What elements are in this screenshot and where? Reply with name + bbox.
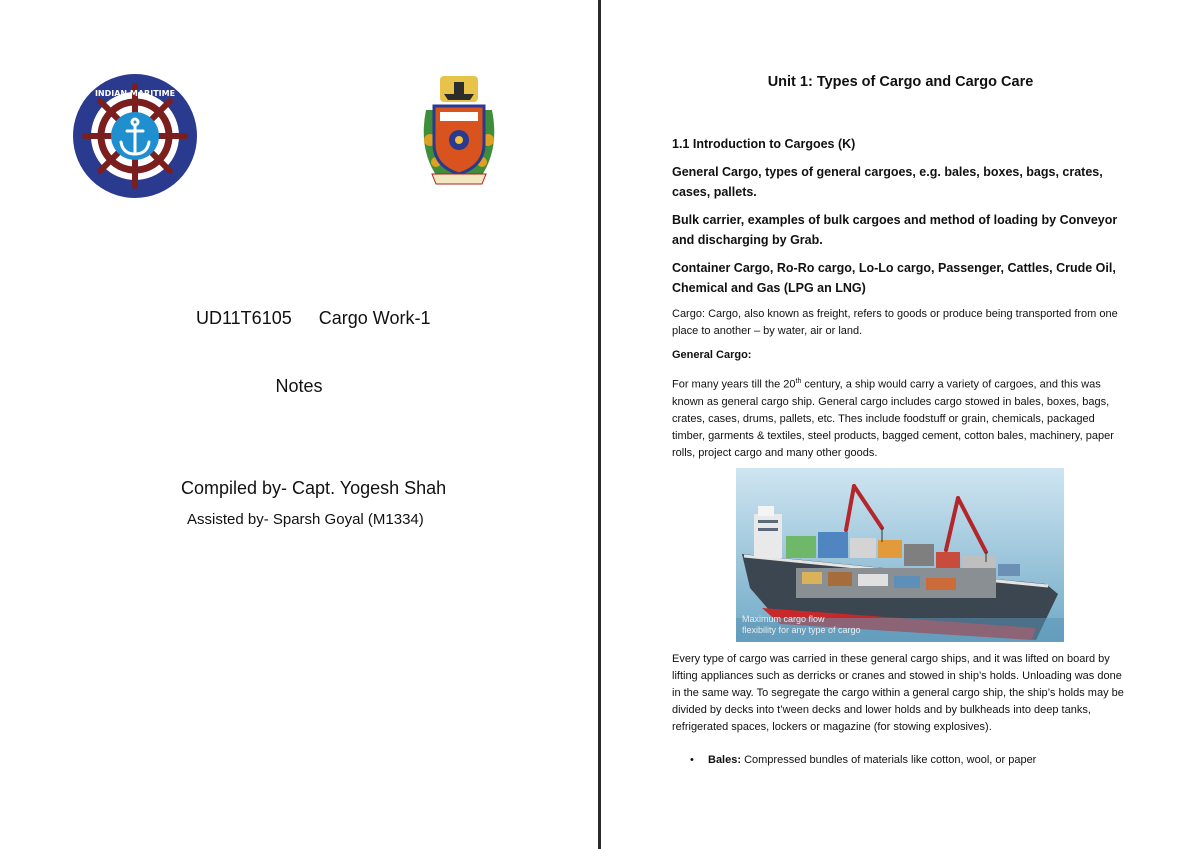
bullet-bales [690, 752, 1036, 769]
section-heading: 1.1 Introduction to Cargoes (K) [672, 137, 856, 151]
unit-title: Unit 1: Types of Cargo and Cargo Care [767, 74, 1034, 90]
cargo-ship-image [736, 468, 1064, 642]
training-ship-crest-logo [418, 70, 500, 190]
bullet-term: Bales: [708, 754, 742, 766]
general-cargo-heading: General Cargo: [672, 349, 752, 361]
indian-maritime-university-logo [71, 72, 199, 200]
every-type-paragraph: Every type of cargo was carried in these general cargo ships, and it was lifted on board by lifting appliances such as derricks or cranes and stowed in ship’s holds. Unloading was done in the same way. To segregate the cargo within a general cargo ship, the ship’s holds may be divided by decks into t’ween decks and lower holds and by bulkheads into deep tanks, refrigerated spaces, lockers or magazine (for stowing explosives). [672, 653, 1124, 733]
course-code: UD11T6105 [196, 308, 292, 328]
compiled-by: Compiled by- Capt. Yogesh Shah [181, 478, 447, 498]
bullet-dot-icon: • [690, 754, 694, 766]
course-title-line [196, 308, 430, 329]
general-cargo-paragraph: For many years till the 20th century, a ship would carry a variety of cargoes, and this was known as general cargo ship. General cargo includes cargo stowed in bales, boxes, bags, crates, cases, drums, pallets, etc. Thes include foodstuff or grain, chemicals, packaged timber, garments & textiles, steel products, bagged cement, cotton bales, machinery, paper rolls, project cargo and many other goods. [672, 378, 1114, 459]
topic-bulk-carrier: Bulk carrier, examples of bulk cargoes and method of loading by Conveyor and discharging by Grab. [672, 213, 1118, 247]
cargo-definition: Cargo: Cargo, also known as freight, refers to goods or produce being transported from one place to another – by water, air or land. [672, 308, 1118, 337]
notes-label: Notes [275, 376, 323, 396]
course-name: Cargo Work-1 [318, 308, 431, 328]
left-page [0, 0, 598, 849]
figure-caption: Maximum cargo flow flexibility for any type of cargo [742, 614, 861, 635]
topic-container-cargo: Container Cargo, Ro-Ro cargo, Lo-Lo cargo, Passenger, Cattles, Crude Oil, Chemical and Gas (LPG an LNG) [672, 261, 1116, 295]
topic-general-cargo: General Cargo, types of general cargoes, e.g. bales, boxes, bags, crates, cases, pallets. [672, 165, 1103, 199]
assisted-by: Assisted by- Sparsh Goyal (M1334) [187, 511, 424, 528]
bullet-text: Compressed bundles of materials like cotton, wool, or paper [741, 754, 1037, 766]
svg-text:INDIAN MARITIME: INDIAN MARITIME [94, 89, 176, 98]
